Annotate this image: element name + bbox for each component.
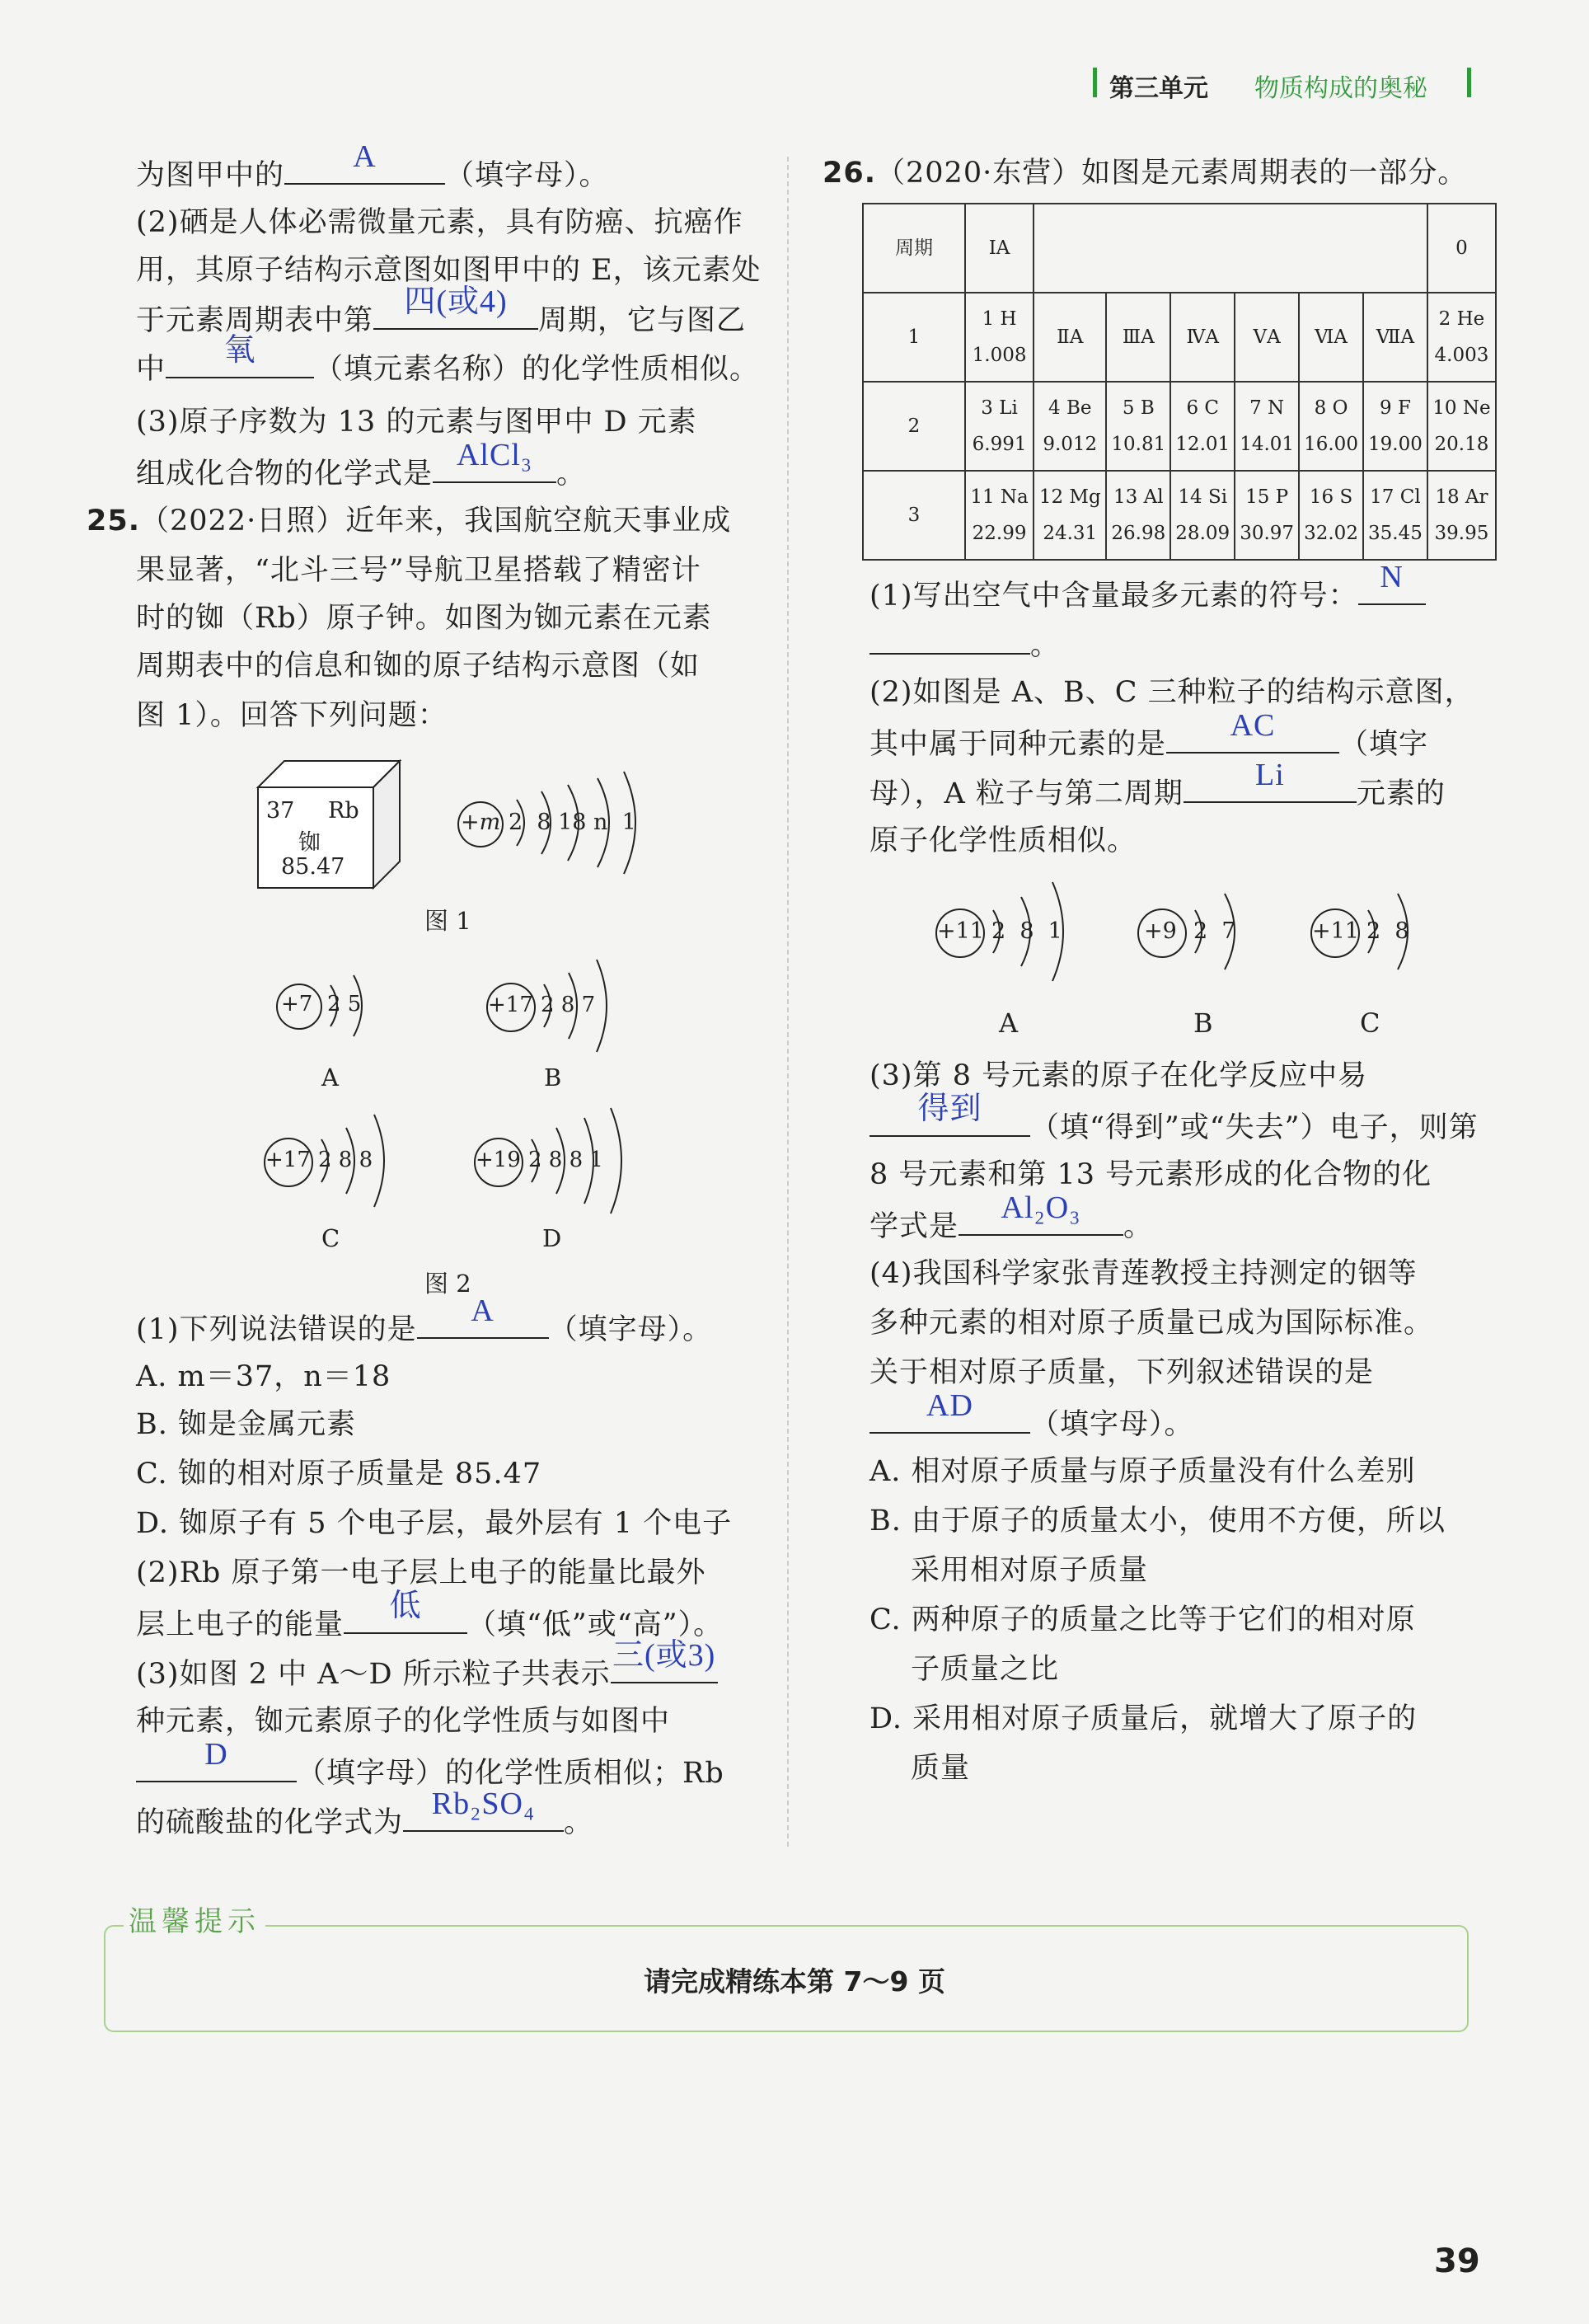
right-figure-label-b: B	[1193, 1007, 1213, 1039]
figure-2-label-c: C	[321, 1224, 340, 1252]
group-7a: ⅦA	[1363, 293, 1427, 382]
q26-part-2-line-1: (2)如图是 A、B、C 三种粒子的结构示意图，	[869, 676, 1474, 709]
q26-option-c-line-2: 子质量之比	[911, 1653, 1060, 1686]
cell-al: 13 Al 26.98	[1106, 471, 1170, 560]
q26-option-a: A. 相对原子质量与原子质量没有什么差别	[869, 1455, 1416, 1488]
q26-part-3-line-3: 8 号元素和第 13 号元素形成的化合物的化	[869, 1158, 1432, 1191]
electron-shells: 2 8 7	[541, 993, 596, 1017]
question-25-line-1: 25.（2022·日照）近年来，我国航空航天事业成	[87, 505, 732, 538]
q26-option-d-line-2: 质量	[911, 1752, 971, 1785]
atom-diagram-c	[264, 1103, 412, 1218]
header-blank	[1034, 204, 1427, 293]
answer: AlCl₃	[456, 438, 533, 472]
q26-part-3-line-1: (3)第 8 号元素的原子在化学反应中易	[869, 1059, 1368, 1092]
answer: 四(或4)	[404, 284, 508, 319]
figure-2-label-a: A	[321, 1063, 339, 1092]
answer: 三(或3)	[612, 1638, 716, 1673]
nucleus-charge: +11	[937, 918, 984, 944]
nucleus-charge: +7	[281, 992, 313, 1016]
option-c: C. 铷的相对原子质量是 85.47	[136, 1458, 542, 1491]
question-25-line-2: 果显著，“北斗三号”导航卫星搭载了精密计	[136, 554, 701, 587]
answer: A	[353, 139, 377, 174]
group-4a: ⅣA	[1170, 293, 1235, 382]
option-d: D. 铷原子有 5 个电子层，最外层有 1 个电子	[136, 1507, 733, 1540]
cell-c: 6 C 12.01	[1170, 382, 1235, 471]
sub-question-3-line-4: 的硫酸盐的化学式为 Rb₂SO₄ 。	[136, 1786, 594, 1839]
cell-o: 8 O 16.00	[1299, 382, 1363, 471]
left-line-4: 于元素周期表中第 四(或4) 周期，它与图乙	[136, 284, 747, 337]
question-number: 25.	[87, 505, 141, 538]
q26-option-b-line-1: B. 由于原子的质量太小，使用不方便，所以	[869, 1505, 1446, 1538]
left-line-3: 用，其原子结构示意图如图甲中的 E，该元素处	[136, 254, 762, 287]
period-3: 3	[863, 471, 965, 560]
q26-part-2-line-4: 原子化学性质相似。	[869, 824, 1137, 857]
nucleus-charge: +17	[265, 1148, 311, 1172]
q26-option-d-line-1: D. 采用相对原子质量后，就增大了原子的	[869, 1702, 1418, 1735]
header-group-1a: ⅠA	[965, 204, 1034, 293]
page-number: 39	[1434, 2242, 1480, 2280]
left-line-6: (3)原子序数为 13 的元素与图甲中 D 元素	[136, 406, 697, 439]
answer: N	[1380, 560, 1404, 594]
answer: 氧	[223, 333, 256, 368]
sub-question-3-line-1: (3)如图 2 中 A～D 所示粒子共表示 三(或3)	[136, 1655, 718, 1691]
figure-2-label-d: D	[542, 1224, 562, 1252]
nucleus-charge: +17	[488, 993, 533, 1017]
cell-be: 4 Be 9.012	[1034, 382, 1106, 471]
electron-shells: 2 8 18 n 1	[509, 810, 636, 835]
group-6a: ⅥA	[1299, 293, 1363, 382]
cell-mg: 12 Mg 24.31	[1034, 471, 1106, 560]
header-period: 周期	[863, 204, 965, 293]
answer: AD	[926, 1388, 973, 1423]
header-group-0: 0	[1427, 204, 1496, 293]
period-1: 1	[863, 293, 965, 382]
question-25-line-4: 周期表中的信息和铷的原子结构示意图（如	[136, 650, 701, 683]
sub-question-2-line-1: (2)Rb 原子第一电子层上电子的能量比最外	[136, 1556, 706, 1589]
sub-question-3-line-3: D （填字母）的化学性质相似；Rb	[136, 1754, 724, 1790]
unit-title: 物质构成的奥秘	[1254, 74, 1427, 103]
q26-part-1-line-2: 。	[869, 627, 1060, 662]
q26-part-4-line-1: (4)我国科学家张青莲教授主持测定的铟等	[869, 1257, 1418, 1290]
nucleus-charge: +19	[476, 1148, 521, 1172]
left-line-5: 中 氧 （填元素名称）的化学性质相似。	[136, 333, 760, 386]
figure-1-caption: 图 1	[424, 907, 471, 935]
tip-text: 请完成精练本第 7～9 页	[644, 1965, 945, 1998]
cell-f: 9 F 19.00	[1363, 382, 1427, 471]
q26-part-3-line-2: 得到 （填“得到”或“失去”）电子，则第	[869, 1109, 1479, 1144]
column-divider	[787, 157, 789, 1847]
nucleus-charge: +m	[461, 810, 501, 835]
atom-diagram-right-b	[1137, 874, 1261, 989]
q26-option-b-line-2: 采用相对原子质量	[911, 1554, 1149, 1587]
cell-li: 3 Li 6.991	[965, 382, 1034, 471]
q26-option-c-line-1: C. 两种原子的质量之比等于它们的相对原	[869, 1603, 1416, 1636]
question-25-line-5: 图 1）。回答下列问题：	[136, 699, 448, 732]
option-b: B. 铷是金属元素	[136, 1408, 356, 1441]
question-25-line-3: 时的铷（Rb）原子钟。如图为铷元素在元素	[136, 602, 712, 635]
cell-he: 2 He 4.003	[1427, 293, 1496, 382]
q26-part-4-line-4: AD （填字母）。	[869, 1406, 1194, 1441]
cell-h: 1 H 1.008	[965, 293, 1034, 382]
cell-na: 11 Na 22.99	[965, 471, 1034, 560]
answer: D	[204, 1737, 228, 1772]
group-5a: ⅤA	[1235, 293, 1299, 382]
q26-part-2-line-3: 母），A 粒子与第二周期 Li 元素的	[869, 758, 1446, 810]
question-number: 26.	[823, 157, 877, 190]
element-mass: 85.47	[281, 854, 345, 880]
left-line-1: 为图甲中的 A （填字母）。	[136, 139, 609, 192]
electron-shells: 2 7	[1193, 918, 1236, 944]
atom-diagram-d	[474, 1103, 639, 1218]
cell-ne: 10 Ne 20.18	[1427, 382, 1496, 471]
atom-diagram-a	[276, 960, 408, 1051]
cell-ar: 18 Ar 39.95	[1427, 471, 1496, 560]
cell-cl: 17 Cl 35.45	[1363, 471, 1427, 560]
right-figure-label-a: A	[999, 1007, 1019, 1039]
cell-b: 5 B 10.81	[1106, 382, 1170, 471]
answer: 得到	[917, 1092, 982, 1126]
electron-shells: 2 8 1	[991, 918, 1062, 944]
nucleus-charge: +9	[1144, 918, 1177, 944]
answer: Rb₂SO₄	[431, 1786, 536, 1821]
left-line-7: 组成化合物的化学式是 AlCl₃ 。	[136, 438, 587, 491]
cell-p: 15 P 30.97	[1235, 471, 1299, 560]
cell-n: 7 N 14.01	[1235, 382, 1299, 471]
period-2: 2	[863, 382, 965, 471]
right-figure-label-c: C	[1360, 1007, 1380, 1039]
sub-question-1: (1)下列说法错误的是 A （填字母）。	[136, 1293, 713, 1346]
electron-shells: 2 8	[1366, 918, 1409, 944]
atom-diagram-b	[486, 948, 635, 1063]
element-symbol: Rb	[328, 798, 359, 824]
rb-atom-diagram	[457, 767, 647, 882]
q26-part-1-line-1: (1)写出空气中含量最多元素的符号： N	[869, 577, 1426, 613]
unit-label: 第三单元	[1109, 74, 1208, 103]
group-3a: ⅢA	[1106, 293, 1170, 382]
question-26-line-1: 26.（2020·东营）如图是元素周期表的一部分。	[823, 157, 1468, 190]
q26-part-4-line-3: 关于相对原子质量，下列叙述错误的是	[869, 1356, 1375, 1389]
figure-2-label-b: B	[544, 1063, 562, 1092]
cell-si: 14 Si 28.09	[1170, 471, 1235, 560]
answer: A	[471, 1293, 495, 1328]
element-name: 铷	[298, 830, 321, 856]
header-bar-left	[1093, 68, 1097, 97]
periodic-table	[862, 203, 1497, 561]
q26-part-4-line-2: 多种元素的相对原子质量已成为国际标准。	[869, 1307, 1434, 1340]
q26-part-2-line-2: 其中属于同种元素的是 AC （填字	[869, 708, 1429, 761]
electron-shells: 2 8 8 1	[528, 1148, 603, 1172]
atom-diagram-right-a	[935, 874, 1092, 989]
left-line-2: (2)硒是人体必需微量元素，具有防癌、抗癌作	[136, 206, 743, 239]
answer: 低	[389, 1589, 422, 1623]
q26-part-3-line-4: 学式是 Al₂O₃ 。	[869, 1190, 1154, 1243]
header-bar-right	[1467, 68, 1471, 97]
cell-s: 16 S 32.02	[1299, 471, 1363, 560]
answer: Al₂O₃	[1001, 1190, 1081, 1225]
answer: Li	[1255, 758, 1285, 792]
atom-diagram-right-c	[1310, 874, 1434, 989]
figure-2-caption: 图 2	[424, 1270, 471, 1298]
answer: AC	[1230, 708, 1276, 743]
tip-label: 温馨提示	[124, 1899, 265, 1939]
sub-question-3-line-2: 种元素，铷元素原子的化学性质与如图中	[136, 1705, 671, 1738]
group-2a: ⅡA	[1034, 293, 1106, 382]
electron-shells: 2 5	[327, 992, 362, 1016]
electron-shells: 2 8 8	[318, 1148, 373, 1172]
option-a: A. m＝37，n＝18	[136, 1360, 391, 1393]
sub-question-2-line-2: 层上电子的能量 低 （填“低”或“高”）。	[136, 1589, 724, 1641]
element-atomic-number: 37	[266, 798, 295, 824]
nucleus-charge: +11	[1312, 918, 1359, 944]
